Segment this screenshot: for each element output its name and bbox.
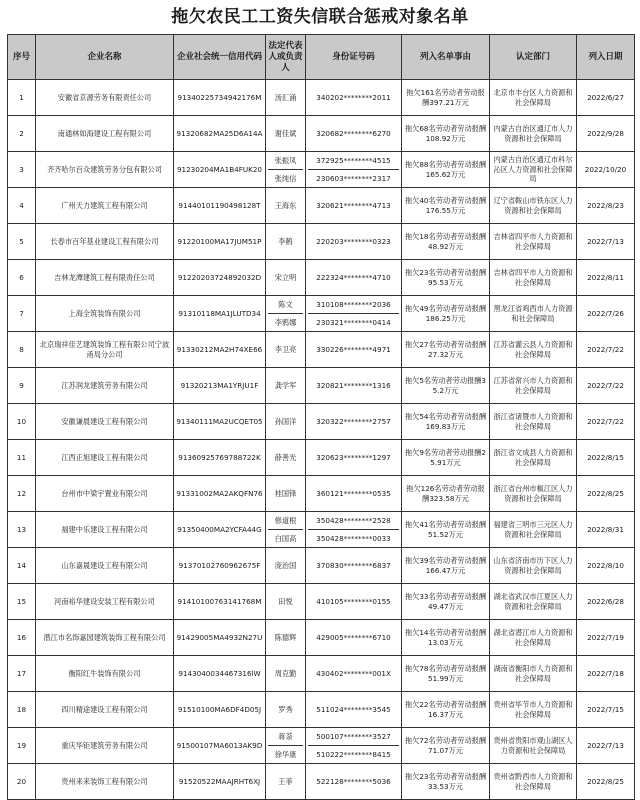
blacklist-reason: 拖欠9名劳动者劳动报酬25.91万元 <box>402 440 490 476</box>
legal-rep-name: 庞治国 <box>274 560 297 570</box>
issuing-department: 江苏省常兴市人力资源和社会保障局 <box>490 368 577 404</box>
company-name: 贵州来来装饰工程有限公司 <box>36 764 174 800</box>
company-name: 江苏润龙建筑劳务有限公司 <box>36 368 174 404</box>
blacklist-reason: 拖欠49名劳动者劳动报酬186.25万元 <box>402 296 490 332</box>
row-index: 16 <box>8 620 36 656</box>
credit-code: 91520522MAAJRHT6XJ <box>174 764 266 800</box>
legal-rep-name: 陈文 <box>278 299 293 309</box>
credit-code: 91370102760962675F <box>174 548 266 584</box>
legal-rep <box>266 332 306 368</box>
id-number <box>306 368 402 404</box>
legal-rep <box>266 80 306 116</box>
listing-date: 2022/6/28 <box>577 584 635 620</box>
header-company: 企业名称 <box>36 35 174 80</box>
legal-rep <box>266 224 306 260</box>
issuing-department: 湖北省潜江市人力资源和社会保障局 <box>490 620 577 656</box>
company-name: 江西正旭建设工程有限公司 <box>36 440 174 476</box>
listing-date: 2022/6/27 <box>577 80 635 116</box>
legal-rep-name: 李鸦娜 <box>268 313 303 331</box>
row-index: 20 <box>8 764 36 800</box>
issuing-department: 湖南省衡阳市人力资源和社会保障局 <box>490 656 577 692</box>
row-index: 13 <box>8 512 36 548</box>
legal-rep-name: 李卫亮 <box>274 344 297 354</box>
legal-rep <box>266 368 306 404</box>
legal-rep <box>266 152 306 188</box>
issuing-department: 黑龙江省鸡西市人力资源和社会保障局 <box>490 296 577 332</box>
legal-rep-name: 修道根 <box>274 515 297 525</box>
table-row <box>8 260 635 296</box>
credit-code: 91360925769788722K <box>174 440 266 476</box>
id-number <box>306 512 402 548</box>
issuing-department: 贵州省黔西市人力资源和社会保障局 <box>490 764 577 800</box>
legal-rep <box>266 476 306 512</box>
id-number-value: 330226********4971 <box>316 344 391 354</box>
credit-code: 91320213MA1YRJU1F <box>174 368 266 404</box>
table-row <box>8 692 635 728</box>
id-number <box>306 116 402 152</box>
issuing-department: 内蒙古自治区通辽市人力资源和社会保障局 <box>490 116 577 152</box>
legal-rep-name: 蒋荼 <box>278 731 293 741</box>
id-number-value: 230603********2317 <box>308 169 399 187</box>
legal-rep-name: 孙国洋 <box>274 416 297 426</box>
company-name: 重庆华钜建筑劳务有限公司 <box>36 728 174 764</box>
id-number-value: 429005********6710 <box>316 632 391 642</box>
id-number-value: 320682********6270 <box>316 128 391 138</box>
id-number <box>306 476 402 512</box>
listing-date: 2022/8/23 <box>577 188 635 224</box>
issuing-department: 贵州省毕节市人力资源和社会保障局 <box>490 692 577 728</box>
blacklist-reason: 拖欠78名劳动者劳动报酬51.99万元 <box>402 656 490 692</box>
table-row <box>8 656 635 692</box>
blacklist-reason: 拖欠27名劳动者劳动报酬27.32万元 <box>402 332 490 368</box>
legal-rep-name: 谢佳斌 <box>274 128 297 138</box>
legal-rep-name: 李鹤 <box>278 236 293 246</box>
id-number-value: 320821********1316 <box>316 380 391 390</box>
header-credit-code: 企业社会统一信用代码 <box>174 35 266 80</box>
table-row <box>8 332 635 368</box>
listing-date: 2022/8/25 <box>577 476 635 512</box>
issuing-department: 吉林省四平市人力资源和社会保障局 <box>490 224 577 260</box>
id-number-value: 510222********8415 <box>308 745 399 763</box>
row-index: 4 <box>8 188 36 224</box>
issuing-department: 辽宁省鞍山市铁东区人力资源和社会保障局 <box>490 188 577 224</box>
company-name: 上海全筑装饰有限公司 <box>36 296 174 332</box>
header-date: 列入日期 <box>577 35 635 80</box>
blacklist-reason: 拖欠5名劳动者劳动报酬35.2万元 <box>402 368 490 404</box>
table-row <box>8 188 635 224</box>
legal-rep <box>266 620 306 656</box>
listing-date: 2022/8/10 <box>577 548 635 584</box>
row-index: 14 <box>8 548 36 584</box>
header-id-number: 身份证号码 <box>306 35 402 80</box>
table-row <box>8 764 635 800</box>
id-number <box>306 656 402 692</box>
legal-rep-name: 张振凤 <box>274 155 297 165</box>
legal-rep <box>266 404 306 440</box>
blacklist-reason: 拖欠161名劳动者劳动报酬397.21万元 <box>402 80 490 116</box>
id-number-value: 511024********3545 <box>316 704 391 714</box>
legal-rep-name: 桂国锋 <box>274 488 297 498</box>
legal-rep <box>266 512 306 548</box>
legal-rep-name: 王菲 <box>278 776 293 786</box>
legal-rep <box>266 260 306 296</box>
blacklist-reason: 拖欠39名劳动者劳动报酬166.47万元 <box>402 548 490 584</box>
id-number <box>306 224 402 260</box>
id-number <box>306 584 402 620</box>
credit-code: 91340111MA2UCQET05 <box>174 404 266 440</box>
company-name: 河南裕华建设安装工程有限公司 <box>36 584 174 620</box>
table-row <box>8 584 635 620</box>
table-row <box>8 404 635 440</box>
company-name: 安徽谦晨建设工程有限公司 <box>36 404 174 440</box>
legal-rep-name: 徐华康 <box>268 745 303 763</box>
table-row <box>8 296 635 332</box>
id-number-value: 350428********0033 <box>308 529 399 547</box>
credit-code: 91440101190498128T <box>174 188 266 224</box>
id-number <box>306 404 402 440</box>
blacklist-reason: 拖欠33名劳动者劳动报酬49.47万元 <box>402 584 490 620</box>
credit-code: 91320682MA25D6A14A <box>174 116 266 152</box>
legal-rep <box>266 584 306 620</box>
credit-code: 91410100763141768M <box>174 584 266 620</box>
legal-rep-name: 罗秀 <box>278 704 293 714</box>
id-number-value: 310108********2036 <box>316 299 391 309</box>
credit-code: 91340225734942176M <box>174 80 266 116</box>
credit-code: 91500107MA6013AK9D <box>174 728 266 764</box>
listing-date: 2022/7/13 <box>577 728 635 764</box>
credit-code: 91310118MA1JLUTD34 <box>174 296 266 332</box>
legal-rep-name: 田悦 <box>278 596 293 606</box>
id-number <box>306 548 402 584</box>
id-number-value: 522128********5036 <box>316 776 391 786</box>
table-row <box>8 368 635 404</box>
blacklist-reason: 拖欠126名劳动者劳动报酬323.58万元 <box>402 476 490 512</box>
legal-rep-name: 宋立明 <box>274 272 297 282</box>
legal-rep <box>266 764 306 800</box>
row-index: 8 <box>8 332 36 368</box>
legal-rep <box>266 548 306 584</box>
id-number-value: 320621********4713 <box>316 200 391 210</box>
id-number-value: 350428********2528 <box>316 515 391 525</box>
company-name: 北京瑞祥佳艺建筑装饰工程有限公司宁波甬局分公司 <box>36 332 174 368</box>
id-number <box>306 188 402 224</box>
id-number <box>306 332 402 368</box>
company-name: 齐齐哈尔百众建筑劳务分包有限公司 <box>36 152 174 188</box>
listing-date: 2022/8/15 <box>577 440 635 476</box>
blacklist-reason: 拖欠23名劳动者劳动报酬33.53万元 <box>402 764 490 800</box>
header-department: 认定部门 <box>490 35 577 80</box>
header-reason: 列入名单事由 <box>402 35 490 80</box>
blacklist-reason: 拖欠41名劳动者劳动报酬51.52万元 <box>402 512 490 548</box>
company-name: 广州天力建筑工程有限公司 <box>36 188 174 224</box>
blacklist-reason: 拖欠23名劳动者劳动报酬95.53万元 <box>402 260 490 296</box>
issuing-department: 浙江省文成县人力资源和社会保障局 <box>490 440 577 476</box>
page-title: 拖欠农民工工资失信联合惩戒对象名单 <box>171 7 469 27</box>
credit-code: 91331002MA2AKQFN76 <box>174 476 266 512</box>
listing-date: 2022/7/19 <box>577 620 635 656</box>
company-name: 潜江市名饰嘉园建筑装饰工程有限公司 <box>36 620 174 656</box>
listing-date: 2022/7/15 <box>577 692 635 728</box>
table-row <box>8 80 635 116</box>
blacklist-table <box>7 34 635 800</box>
legal-rep <box>266 692 306 728</box>
table-row <box>8 728 635 764</box>
company-name: 台州市中梁宇置业有限公司 <box>36 476 174 512</box>
row-index: 7 <box>8 296 36 332</box>
listing-date: 2022/7/22 <box>577 368 635 404</box>
id-number-value: 340202********2011 <box>316 92 391 102</box>
row-index: 17 <box>8 656 36 692</box>
issuing-department: 贵州省贵阳市观山湖区人力资源和社会保障局 <box>490 728 577 764</box>
table-header-row <box>8 35 635 80</box>
company-name: 山东嘉晟建设工程有限公司 <box>36 548 174 584</box>
id-number <box>306 620 402 656</box>
row-index: 18 <box>8 692 36 728</box>
listing-date: 2022/8/25 <box>577 764 635 800</box>
id-number-value: 230321********0414 <box>308 313 399 331</box>
issuing-department: 北京市丰台区人力资源和社会保障局 <box>490 80 577 116</box>
company-name: 衡阳红牛装饰有限公司 <box>36 656 174 692</box>
issuing-department: 浙江省诸暨市人力资源和社会保障局 <box>490 404 577 440</box>
id-number-value: 370830********6837 <box>316 560 391 570</box>
listing-date: 2022/7/26 <box>577 296 635 332</box>
legal-rep <box>266 188 306 224</box>
issuing-department: 江苏省灌云县人力资源和社会保障局 <box>490 332 577 368</box>
credit-code: 91230204MA1B4FUK20 <box>174 152 266 188</box>
listing-date: 2022/9/28 <box>577 116 635 152</box>
blacklist-reason: 拖欠88名劳动者劳动报酬165.62万元 <box>402 152 490 188</box>
issuing-department: 山东省济南市历下区人力资源和社会保障局 <box>490 548 577 584</box>
id-number <box>306 728 402 764</box>
id-number <box>306 296 402 332</box>
listing-date: 2022/7/22 <box>577 332 635 368</box>
row-index: 6 <box>8 260 36 296</box>
row-index: 1 <box>8 80 36 116</box>
listing-date: 2022/7/22 <box>577 404 635 440</box>
id-number-value: 372925********4515 <box>316 155 391 165</box>
legal-rep <box>266 656 306 692</box>
row-index: 19 <box>8 728 36 764</box>
table-row <box>8 440 635 476</box>
credit-code: 91510100MA6DF4D05J <box>174 692 266 728</box>
legal-rep-name: 张纯信 <box>268 169 303 187</box>
legal-rep <box>266 116 306 152</box>
company-name: 长春市百年基业建设工程有限公司 <box>36 224 174 260</box>
blacklist-reason: 拖欠40名劳动者劳动报酬176.55万元 <box>402 188 490 224</box>
row-index: 12 <box>8 476 36 512</box>
row-index: 11 <box>8 440 36 476</box>
table-row <box>8 224 635 260</box>
table-row <box>8 476 635 512</box>
id-number <box>306 152 402 188</box>
row-index: 9 <box>8 368 36 404</box>
id-number <box>306 80 402 116</box>
blacklist-reason: 拖欠54名劳动者劳动报酬169.83万元 <box>402 404 490 440</box>
table-row <box>8 512 635 548</box>
blacklist-reason: 拖欠14名劳动者劳动报酬13.03万元 <box>402 620 490 656</box>
issuing-department: 浙江省台州市椒江区人力资源和社会保障局 <box>490 476 577 512</box>
legal-rep-name: 陈德辉 <box>274 632 297 642</box>
table-row <box>8 116 635 152</box>
id-number-value: 360121********0535 <box>316 488 391 498</box>
credit-code: 9143040034467316lW <box>174 656 266 692</box>
credit-code: 91220203724892032D <box>174 260 266 296</box>
id-number-value: 222324********4710 <box>316 272 391 282</box>
blacklist-reason: 拖欠68名劳动者劳动报酬108.92万元 <box>402 116 490 152</box>
id-number-value: 320322********2757 <box>316 416 391 426</box>
id-number-value: 430402********001X <box>316 668 391 678</box>
id-number <box>306 440 402 476</box>
credit-code: 91429005MA4932N27U <box>174 620 266 656</box>
row-index: 10 <box>8 404 36 440</box>
id-number-value: 500107********3527 <box>316 731 391 741</box>
company-name: 吉林龙潭建筑工程有限责任公司 <box>36 260 174 296</box>
blacklist-reason: 拖欠22名劳动者劳动报酬16.37万元 <box>402 692 490 728</box>
company-name: 南通林如海建设工程有限公司 <box>36 116 174 152</box>
id-number <box>306 764 402 800</box>
issuing-department: 湖北省武汉市江夏区人力资源和社会保障局 <box>490 584 577 620</box>
credit-code: 91220100MA17JUM51P <box>174 224 266 260</box>
id-number <box>306 260 402 296</box>
header-legal-rep: 法定代表人或负责人 <box>266 35 306 80</box>
listing-date: 2022/8/31 <box>577 512 635 548</box>
company-name: 安徽省京源劳务有限责任公司 <box>36 80 174 116</box>
table-row <box>8 620 635 656</box>
row-index: 3 <box>8 152 36 188</box>
listing-date: 2022/7/18 <box>577 656 635 692</box>
legal-rep-name: 龚学军 <box>274 380 297 390</box>
issuing-department: 福建省三明市三元区人力资源和社会保障局 <box>490 512 577 548</box>
credit-code: 91350400MA2YCFA44G <box>174 512 266 548</box>
id-number-value: 220203********0323 <box>316 236 391 246</box>
id-number-value: 320623********1297 <box>316 452 391 462</box>
company-name: 福建中乐建设工程有限公司 <box>36 512 174 548</box>
id-number <box>306 692 402 728</box>
legal-rep <box>266 296 306 332</box>
issuing-department: 吉林省四平市人力资源和社会保障局 <box>490 260 577 296</box>
id-number-value: 410105********0155 <box>316 596 391 606</box>
listing-date: 2022/7/13 <box>577 224 635 260</box>
table-row <box>8 548 635 584</box>
blacklist-reason: 拖欠72名劳动者劳动报酬71.07万元 <box>402 728 490 764</box>
company-name: 四川精途建设工程有限公司 <box>36 692 174 728</box>
header-index: 序号 <box>8 35 36 80</box>
listing-date: 2022/10/20 <box>577 152 635 188</box>
row-index: 15 <box>8 584 36 620</box>
legal-rep <box>266 728 306 764</box>
legal-rep-name: 白国高 <box>268 529 303 547</box>
table-row <box>8 152 635 188</box>
legal-rep <box>266 440 306 476</box>
issuing-department: 内蒙古自治区通辽市科尔沁区人力资源和社会保障局 <box>490 152 577 188</box>
legal-rep-name: 汤汇涌 <box>274 92 297 102</box>
row-index: 2 <box>8 116 36 152</box>
legal-rep-name: 王海东 <box>274 200 297 210</box>
listing-date: 2022/8/11 <box>577 260 635 296</box>
row-index: 5 <box>8 224 36 260</box>
blacklist-reason: 拖欠18名劳动者劳动报酬48.92万元 <box>402 224 490 260</box>
credit-code: 91330212MA2H74XE66 <box>174 332 266 368</box>
legal-rep-name: 周克勤 <box>274 668 297 678</box>
legal-rep-name: 薛善光 <box>274 452 297 462</box>
